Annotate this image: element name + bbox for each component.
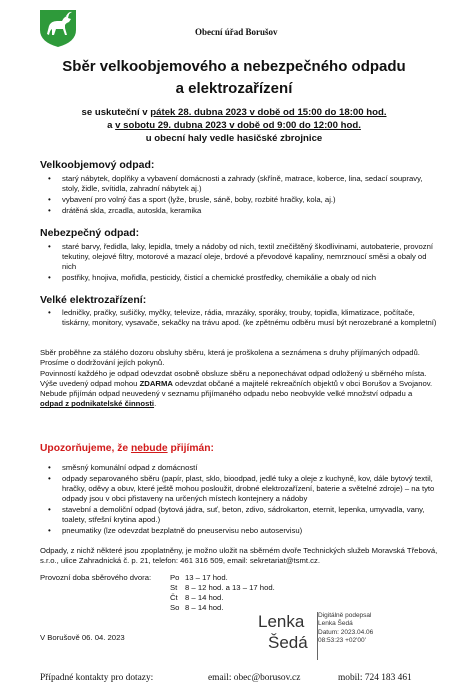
info-not-accepted: Nebude přijímán odpad neuvedený v seznamu přijímaného odpadu nebo neobvykle velké množství odpadu a odpad z podnikatelské činnosti. xyxy=(40,389,413,409)
office-name: Obecní úřad Borušov xyxy=(195,27,278,37)
bullet-icon: • xyxy=(48,463,51,472)
date-line-2 xyxy=(0,120,468,131)
hours-time: 8 – 14 hod. xyxy=(185,593,224,602)
hours-day: So xyxy=(170,603,180,612)
contact-email[interactable]: email: obec@borusov.cz xyxy=(208,673,301,683)
page-title-line-2: a elektrozařízení xyxy=(175,80,293,97)
date-line-2-prefix: a xyxy=(107,120,116,131)
info-free: Výše uvedený odpad mohou ZDARMA odevzdat občané a majitelé rekreačních objektů v obci Borušov a Svojanov. xyxy=(40,378,433,388)
hours-time: 8 – 14 hod. xyxy=(185,603,224,612)
bullet-icon: • xyxy=(48,308,51,317)
list-item: • postřiky, hnojiva, mořidla, pesticidy, čisticí a chemické prostředky, chemikálie a obaly od nich xyxy=(48,273,377,282)
signature-date: Datum: 2023.04.06 xyxy=(318,628,374,636)
list-item: • staré barvy, ředidla, laky, lepidla, tmely a nádoby od nich, textil znečištěný škodlivinami, autobaterie, provozní tekutiny, olejové filtry, motorové a mazací oleje, brdové a převodové kapaliny, nemrznoucí směsi a obaly od nich xyxy=(48,242,434,271)
bullet-icon: • xyxy=(48,195,51,204)
signature-last-name: Šedá xyxy=(268,633,308,652)
section-title-bulky: Velkoobjemový odpad: xyxy=(40,159,155,171)
bullet-icon: • xyxy=(48,273,51,282)
signature-time: 08:53:23 +02'00' xyxy=(318,636,366,644)
hours-day: Čt xyxy=(170,593,178,602)
location-line: u obecní haly vedle hasičské zbrojnice xyxy=(145,133,323,144)
contact-mobile: mobil: 724 183 461 xyxy=(338,673,412,683)
hours-time: 8 – 12 hod. a 13 – 17 hod. xyxy=(185,583,275,592)
digital-signature-block xyxy=(318,612,373,645)
opening-hours-label: Provozní doba sběrového dvora: xyxy=(40,573,152,582)
warning-title: Upozorňujeme, že nebude přijímán: xyxy=(40,443,214,454)
list-item: • ledničky, pračky, sušičky, myčky, televize, rádia, mrazáky, sporáky, trouby, topidla, klimatizace, počítače, tiskárny, monitory, vysavače, sekačky na trávu apod. (ke zpětnému odběru musí být nerozebrané a kompletní) xyxy=(48,308,437,327)
list-item: • pneumatiky (lze odevzdat bezplatně do pneuservisu nebo autoservisu) xyxy=(48,526,303,535)
bullet-icon: • xyxy=(48,174,51,183)
bullet-icon: • xyxy=(48,505,51,514)
page-title-line-1: Sběr velkoobjemového a nebezpečného odpadu xyxy=(62,58,406,75)
bulky-list xyxy=(40,174,440,217)
hazardous-list xyxy=(40,242,440,284)
info-supervision: Sběr proběhne za stálého dozoru obsluhy sběru, která je proškolena a seznámena s druhy přijímaných odpadů. Prosíme o dodržování jejích pokynů. xyxy=(40,348,420,368)
bullet-icon: • xyxy=(48,526,51,535)
section-title-hazardous: Nebezpečný odpad: xyxy=(40,227,140,239)
place-and-date: V Borušově 06. 04. 2023 xyxy=(40,633,125,642)
date-saturday: v sobotu 29. dubna 2023 v době od 9:00 do 12:00 hod. xyxy=(115,120,361,131)
date-line-1 xyxy=(0,107,468,118)
not-accepted-list xyxy=(40,463,440,537)
list-item: • směsný komunální odpad z domácností xyxy=(48,463,198,472)
list-item: • odpady separovaného sběru (papír, plast, sklo, bioodpad, jedlé tuky a oleje z kuchyně, kov, dále bytový textil, hračky, oděvy a obuv, které ještě mohou posloužit, drobné elektrozařízení, baterie a světelné zdroje) – na tyto odpady jsou v obci přistaveny na určených místech kontejnery a nádoby xyxy=(48,474,435,503)
date-line-1-prefix: se uskuteční v xyxy=(81,107,151,118)
signature-signer: Lenka Šedá xyxy=(318,620,353,628)
signature-caption: Digitálně podepsal xyxy=(318,612,372,619)
signature-first-name: Lenka xyxy=(258,612,305,631)
list-item: • stavební a demoliční odpad (bytová jádra, suť, beton, zdivo, sádrokarton, eternit, lepenka, umyvadla, vany, toalety, střešní krytina apod.) xyxy=(48,505,425,524)
section-title-electro: Velké elektrozařízení: xyxy=(40,294,147,306)
hours-day: Po xyxy=(170,573,180,582)
info-duty: Povinností každého je odpad odevzdat osobně obsluze sběru a neponechávat odpad odložený u sběrného místa. xyxy=(40,368,427,378)
info-paragraphs xyxy=(40,348,435,410)
bullet-icon: • xyxy=(48,242,51,251)
hours-day: St xyxy=(170,583,178,592)
goat-coat-of-arms-icon xyxy=(38,8,78,48)
list-item: • vybavení pro volný čas a sport (lyže, brusle, sáně, boby, rozbité hračky, kola, aj.) xyxy=(48,195,336,204)
contacts-label: Případné kontakty pro dotazy: xyxy=(40,673,154,683)
electro-list xyxy=(40,308,440,329)
date-friday: pátek 28. dubna 2023 v době od 15:00 do 18:00 hod. xyxy=(150,107,387,118)
collection-yard-info xyxy=(40,546,450,567)
collection-yard-text: Odpady, z nichž některé jsou zpoplatněny, je možno uložit na sběrném dvoře Technických služeb Moravská Třebová, s.r.o., ulice Zahradnická č. p. 21, telefon: 461 316 509, email: sekretariat@tsmt.cz. xyxy=(40,546,438,566)
list-item: • starý nábytek, doplňky a vybavení domácnosti a zahrady (skříně, matrace, koberce, lina, sedací soupravy, stoly, židle, svítidla, zahradní nábytek aj.) xyxy=(48,174,423,193)
list-item: • drátěná skla, zrcadla, autoskla, keramika xyxy=(48,206,202,215)
hours-time: 13 – 17 hod. xyxy=(185,573,228,582)
bullet-icon: • xyxy=(48,474,51,483)
bullet-icon: • xyxy=(48,206,51,215)
